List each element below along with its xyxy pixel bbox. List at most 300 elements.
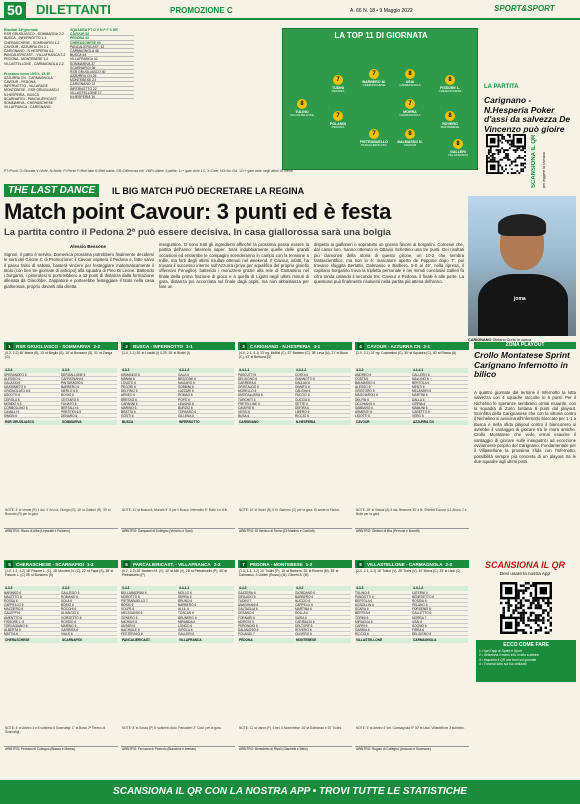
lineup-player: GILLENA 6 bbox=[178, 414, 234, 418]
lineup-player: CARIBALDI 6 bbox=[295, 620, 351, 624]
match-number: 2 bbox=[123, 343, 130, 350]
lineup-player: BERTOLA 6 bbox=[355, 599, 411, 603]
next-match-row: INFERNOTTO - VILLARAGE bbox=[4, 84, 48, 89]
lineup-player: FACCIO 6 bbox=[295, 393, 351, 397]
lineup-player: GALA 6 bbox=[178, 373, 234, 377]
match-notes: NOTE: 8' st Sosso (P) 6' subbleto Aldo. Pancalieri 2° Cost. per la gara. bbox=[122, 726, 222, 730]
lineup-player: CAVERO 6 bbox=[238, 406, 294, 410]
lineup-player: ARMENTI 6 bbox=[355, 410, 411, 414]
match-header bbox=[121, 561, 235, 568]
lineup-player: DERGALLONE 6 bbox=[61, 373, 117, 377]
scan-app-title: SCANSIONA IL QR bbox=[484, 560, 565, 570]
match-summary: (4-0, 2-1, 4-1) 13' ng. Moltisi (C), 37' Barbero (C), 38' Leva (N), 21' st Busa (C), 43' st Bertucci (S) bbox=[239, 351, 348, 359]
lineup-player: GALLETTO 6 bbox=[412, 611, 468, 615]
match-number: 4 bbox=[357, 343, 364, 350]
next-match-row: SCARNAFIGI - PANCALIERICAST. bbox=[4, 96, 58, 101]
article-kicker: IL BIG MATCH PUÒ DECRETARE LA REGINA bbox=[112, 186, 305, 196]
match-referee: ARBITRO: Dampanti di Collegno (Vecchio e Sani) bbox=[121, 528, 235, 535]
match-number: 6 bbox=[123, 561, 130, 568]
lineup-player: CAFRIGNANI 6 bbox=[61, 377, 117, 381]
top11-player bbox=[357, 69, 391, 88]
lineup-player: DIMATO 6 bbox=[295, 385, 351, 389]
lineup-player: CUCCIA 6 bbox=[295, 398, 351, 402]
lineup-player: BERTEA 6 bbox=[355, 611, 411, 615]
lineup-player: BUSA 6 bbox=[238, 414, 294, 418]
lineup-player: DELSIGNO 6 bbox=[238, 377, 294, 381]
match-header bbox=[355, 561, 469, 568]
footer-banner: SCANSIONA IL QR CON LA NOSTRA APP • TROVI TUTTE LE STATISTICHE bbox=[0, 780, 580, 804]
player-vote: 7 bbox=[369, 129, 379, 139]
match-card bbox=[4, 342, 118, 556]
lineup-player: GRIGNOLATO 6,5 bbox=[4, 389, 60, 393]
lineup-player: VIALE 6 bbox=[61, 632, 117, 636]
formation: 4-3-1-2 bbox=[178, 368, 234, 373]
lineup-player: ROMANO 6 bbox=[61, 595, 117, 599]
match-card bbox=[355, 560, 469, 774]
match-card bbox=[238, 560, 352, 774]
lineup-player: DERIFA 6 bbox=[295, 406, 351, 410]
player-team: PEDONA bbox=[331, 125, 345, 130]
lineup-player: MARTINI 6 bbox=[412, 393, 468, 397]
lineup-player: BERTOLA 6 bbox=[412, 381, 468, 385]
lineup-player: GOSTI 6 bbox=[121, 414, 177, 418]
lineup-team: PEDONA bbox=[238, 638, 294, 643]
lineup-team: N.HESPERIA bbox=[295, 420, 351, 425]
standings-row: VILLAFRANCA 42 bbox=[70, 57, 134, 61]
lineup-player: MARINO 6 bbox=[121, 406, 177, 410]
standings-row: SCARNAFIGI 36 bbox=[70, 66, 134, 70]
lineup-player: PELANO 6 bbox=[412, 603, 468, 607]
match-score: 4-1 bbox=[313, 344, 321, 349]
standings-row: CHERASCHESE 60 bbox=[70, 41, 134, 45]
lineup-team: INFERNOTTO bbox=[178, 420, 234, 425]
match-lineups bbox=[121, 586, 235, 726]
lineup-player: CESANO 6 bbox=[238, 611, 294, 615]
standings-block bbox=[4, 28, 276, 168]
top11-player bbox=[357, 129, 391, 148]
lineup-player: FESTERALO 6 bbox=[121, 632, 177, 636]
lineup-player: LIGOTTI 6 bbox=[355, 414, 411, 418]
lineup-team: MONTEBESE bbox=[295, 638, 351, 643]
lineup-home bbox=[121, 368, 177, 425]
lineup-player: MORELLO 6 bbox=[238, 389, 294, 393]
match-notes: NOTE: 11' st Busca 6, Moriale 5° 6 per il Busca. Infernotto 5° Bolle 4 e 8 fil. bbox=[122, 508, 228, 512]
lineup-player: ROSSA 6 bbox=[4, 599, 60, 603]
standings-row: MONTEBESE 23 bbox=[70, 78, 134, 82]
lineup-player: BALMASSO 6 bbox=[355, 381, 411, 385]
player-name: MORRA bbox=[403, 110, 417, 114]
match-notes: NOTE: 4' st Verdie (R) 1 dal. 4' Arcuni, Giorgio (S); 19' st Gattoni (R), 30' st Boccato (R) per la gara bbox=[5, 508, 111, 516]
match-title: PANCALIERICAST. - VILLAFRANCA bbox=[133, 562, 211, 567]
lineup-player: DALLAN 6 bbox=[295, 381, 351, 385]
match-referee: ARBITRO: Rizzo di Alba (Leporatti e Pollorno) bbox=[4, 528, 118, 535]
lineup-player: FISSORE L. 8 bbox=[4, 620, 60, 624]
formation: 4-3-3 bbox=[61, 586, 117, 591]
formation: 4-3-3 bbox=[4, 586, 60, 591]
lineup-player: DALMASSO 6 bbox=[238, 628, 294, 632]
player-team: PEDONA bbox=[331, 89, 345, 94]
brand-logo: SPORT&SPORT bbox=[494, 4, 555, 13]
lineup-player: TURCHITI 6 bbox=[238, 398, 294, 402]
standings-legend: PT=Punti, G=Giocate,V=Vinte, N=Nulle, P=Perse F=Reti fatte S=Reti subite, DR=Differenza reti. VMP=Ultime 3 partite, 1=+ gare vinte 1-0, X=Over, NG=No Gol, 12=+ gare vinte negli ultimi 15 minuti bbox=[4, 169, 293, 173]
player-vote: 8 bbox=[445, 111, 455, 121]
lineup-player: TORLAGIANO 6 bbox=[4, 624, 60, 628]
match-title: CARIGNANO - N.HESPERIA bbox=[250, 344, 311, 349]
article-tag: THE LAST DANCE bbox=[4, 184, 99, 197]
player-name: TUDINI bbox=[332, 86, 344, 90]
lineup-player: CEROLA 6 bbox=[4, 398, 60, 402]
how-to-step: 4 • Troverai tutto sul tuo cellulare bbox=[479, 662, 527, 667]
player-team: MONTEBESE bbox=[440, 125, 460, 130]
lineup-player: GALLERI 6 bbox=[178, 632, 234, 636]
lineup-player: CAPANNI 6 bbox=[121, 402, 177, 406]
lineup-player: CAPRI 6 bbox=[355, 624, 411, 628]
subsection-title: PROMOZIONE C bbox=[170, 6, 233, 15]
lineup-player: GALEPPI 6 bbox=[4, 611, 60, 615]
match-card bbox=[238, 342, 352, 556]
lineup-player: AMENTTO 6 bbox=[4, 616, 60, 620]
lineup-player: LAZZARI 6 bbox=[178, 389, 234, 393]
top11-title: LA TOP 11 DI GIORNATA bbox=[334, 31, 428, 40]
match-referee: ARBITRO: Rugolo di Collegno (Arciuolo e Giannone) bbox=[355, 746, 469, 753]
lineup-player: FORNARI 6 bbox=[238, 616, 294, 620]
lineup-player: BRUNERO 6 bbox=[178, 616, 234, 620]
lineup-player: BURZIO 6 bbox=[178, 406, 234, 410]
lineup-player: OLIVERO 6 bbox=[295, 632, 351, 636]
lineup-player: COSTA 6 bbox=[355, 377, 411, 381]
top11-player bbox=[433, 111, 467, 130]
player-name: BALMASSO N. bbox=[397, 140, 423, 144]
lineup-away bbox=[412, 368, 468, 425]
lineup-team: VILLAFRANCA bbox=[178, 638, 234, 643]
formation: 4-3-3 bbox=[61, 368, 117, 373]
match-header bbox=[121, 343, 235, 350]
lineup-team: SCARNAFIGI bbox=[61, 638, 117, 643]
result-row: VILLASTELLONE - CARMAGNOLA 2-2 bbox=[4, 61, 64, 66]
next-match-row: CAVOUR - PEDONA bbox=[4, 80, 36, 85]
match-score: 1-2 bbox=[305, 562, 313, 567]
lineup-player: SOLA 6 bbox=[61, 599, 117, 603]
la-partita-title: Carignano - N.Hesperia Poker d'assi da salvezza De Vincenzo può gioire bbox=[484, 95, 571, 134]
lineup-home bbox=[238, 586, 294, 643]
lineup-player: FUNATO 6 bbox=[61, 402, 117, 406]
lineup-player: GARRIA 6 bbox=[355, 628, 411, 632]
top11-player bbox=[433, 75, 467, 94]
lineup-away bbox=[61, 586, 117, 643]
match-score: 1-1 bbox=[186, 344, 193, 349]
player-vote: 7 bbox=[369, 69, 379, 79]
lineup-player: GARRIRA 6 bbox=[61, 628, 117, 632]
lineup-player: PANGOTTI 6 bbox=[355, 595, 411, 599]
standings-header: SQUADRA PT G V N P F S DR bbox=[70, 28, 118, 32]
lineup-player: BOSSI 6 bbox=[121, 603, 177, 607]
top11-player bbox=[321, 75, 355, 94]
match-number: 7 bbox=[240, 561, 247, 568]
qr-code-app-icon[interactable] bbox=[500, 582, 552, 634]
match-notes: NOTE: 10' st Vanni (N) 5' fil. Barbero (C) per la gara. Si sente la Farina. bbox=[239, 508, 340, 512]
lineup-player: BESSONE 6 bbox=[178, 377, 234, 381]
lineup-player: POPO 6 bbox=[178, 398, 234, 402]
match-summary: (0-2, 2-2) 28' Barbero M. (V), 10' st Allil (V), 26' st Pietrabuello (P), 45' st Pietrabuello (P) bbox=[122, 569, 227, 577]
top11-player bbox=[393, 69, 427, 88]
lineup-player: VOLPE 6 bbox=[121, 607, 177, 611]
scan-qr-label: SCANSIONA IL QR bbox=[531, 134, 537, 188]
match-header bbox=[4, 561, 118, 568]
player-vote: 7 bbox=[405, 99, 415, 109]
match-summary: (1-0, 1-1, 1-2) 10' Tudini (P), 15' st Barbero, 20' st Rovero (M), 35' st Dalmasso, S.Galleri (Rosso) (M), Olivero A. (M) bbox=[239, 569, 339, 577]
lineup-player: BARBERO 6 bbox=[178, 603, 234, 607]
result-row: PANCALIERICAST. - VILLAFRANCA 2-2 bbox=[4, 53, 66, 58]
lineup-player: SOBBINI 6 bbox=[178, 385, 234, 389]
lineup-player: CAVALLI 6 bbox=[4, 410, 60, 414]
player-team: CAVOUR bbox=[403, 143, 417, 148]
qr-code-icon[interactable] bbox=[486, 134, 526, 174]
lineup-player: TORINI 6 bbox=[355, 616, 411, 620]
player-team: CHERASCHESE bbox=[362, 83, 386, 88]
lineup-player: CAPPELLO 6 bbox=[4, 603, 60, 607]
top11-player bbox=[393, 129, 427, 148]
lineup-player: GIORDANO 6 bbox=[295, 591, 351, 595]
how-to-step: 2 • Seleziona il menù info in alto a destra bbox=[479, 653, 539, 658]
standings-row: AZZURRA CN 26 bbox=[70, 74, 134, 78]
top11-player bbox=[285, 99, 319, 118]
lineup-player: GORSETTO 6 bbox=[61, 616, 117, 620]
formation: 4-3-1-2 bbox=[295, 368, 351, 373]
lineup-player: CAPPELLI 6 bbox=[295, 603, 351, 607]
lineup-player: BARBERO 6 bbox=[61, 385, 117, 389]
lineup-player: ARMANDO 6 bbox=[121, 373, 177, 377]
match-notes: NOTE: 5' st Arbitro 4' bel. Carmagnola 5° 30' st Usai. Villastellone 3 subbleto. bbox=[356, 726, 465, 730]
lineup-player: DELTORE 6 bbox=[295, 624, 351, 628]
lineup-player: LOVATO 6 bbox=[121, 381, 177, 385]
lineup-team: CARIGNANO bbox=[238, 420, 294, 425]
lineup-player: MAGGIAROLI 6 bbox=[355, 393, 411, 397]
lineup-away bbox=[178, 586, 234, 643]
lineup-player: DALLA 6 bbox=[412, 398, 468, 402]
lineup-player: GIANNOTTI 6 bbox=[295, 377, 351, 381]
lineup-player: MIRAGLIA 6 bbox=[355, 620, 411, 624]
zona-playout-title: Crollo Montatese Sprint Carignano Infernotto in bilico bbox=[474, 350, 570, 379]
section-title: DILETTANTI bbox=[36, 2, 111, 17]
lineup-player: MELSGANDI 6 bbox=[121, 611, 177, 615]
article-headline: Match point Cavour: 3 punti ed è festa bbox=[4, 199, 392, 224]
lineup-away bbox=[412, 586, 468, 643]
lineup-player: ALESSIO 6 bbox=[4, 377, 60, 381]
player-team: CARMAGNOLA bbox=[399, 113, 421, 118]
lineup-away bbox=[295, 368, 351, 425]
lineup-player: GENERO 6 bbox=[121, 616, 177, 620]
lineup-player: BERTALLI 6 bbox=[61, 406, 117, 410]
article-column-1: Signori, il patto è servito. Domenica prossima potrebbero finalmente decidersi le sorti del Girone C di Promozione: il Cavour ospiterà il Pedona e, fatto salvo il passo falso di sabato, basterà vincere per festeggiare matematicamente il titolo (con ben tre giornate di anticipo) alla squadra di Pino Di Leone. Battendo i borgarini, i pinerolesi si porterebbero a 12 punti di distanza dalla formazione allenata da Giacobbe. Zappatore e porterebbe festeggiare il titolo nella casa giallorossa, proprio davanti alla diretta bbox=[4, 252, 154, 289]
lineup-team: BUSCA bbox=[121, 420, 177, 425]
lineup-player: MAMUNI 6 bbox=[412, 406, 468, 410]
formation: 4-3-3 bbox=[355, 368, 411, 373]
player-team: CHERASCHESE bbox=[438, 89, 462, 94]
lineup-player: CESTARO 6 bbox=[61, 398, 117, 402]
lineup-player: DENARO 6 bbox=[61, 414, 117, 418]
lineup-player: ARNEO 6 bbox=[121, 393, 177, 397]
lineup-player: ALIANGIO 6 bbox=[61, 611, 117, 615]
results-title: Risultati 33ª giornata bbox=[4, 28, 38, 32]
lineup-player: LONGO 6 bbox=[178, 624, 234, 628]
lineup-player: MORGIO 6 bbox=[238, 620, 294, 624]
player-photo bbox=[468, 196, 576, 336]
lineup-player: MAZZIERO 6 bbox=[4, 607, 60, 611]
formation: 4-4-1-1 bbox=[178, 586, 234, 591]
standings-row: CAVOUR 82 bbox=[70, 32, 134, 36]
zona-playout-tag: ZONA PLAYOUT bbox=[474, 342, 576, 349]
lineup-player: MASSIMETO 6 bbox=[4, 385, 60, 389]
lineup-player: GALLESIO 6 bbox=[61, 591, 117, 595]
standings-row: INFERNOTTO 22 bbox=[70, 87, 134, 91]
match-score: 1-2 bbox=[86, 562, 94, 567]
lineup-player: MOLLO 6 bbox=[178, 591, 234, 595]
lineup-player: NUCCIO 6 bbox=[295, 599, 351, 603]
player-name: USAI bbox=[405, 80, 415, 84]
top11-field bbox=[282, 28, 478, 170]
player-vote: 8 bbox=[405, 129, 415, 139]
article-column-2: inseguitrice. O sono tutti gli ingredienti affinché la prossima possa essere la partita dell'anno: fatemelo saper. Sarà indubbiamente quelle delle grandi occasioni ed entrambe le compagini scenderanno in campo con la tensione a mille, ma forti degli ottimi risultati ottenuti nel weekend. Il Cavour, infatti, ha trovato il successo interno sull'Azzurra (priva per squalifica del proprio gioiello offensivo Fenoglio). battendo i moruzzesi grazie alla rete di Costantino nel finale della prima frazione di gioco e a quella di Ligotti negli ultimi minuti di gara, distanza poi accorciata sul finale dagli ospiti, ma non abbastanza per fare un bbox=[159, 242, 309, 290]
formation: 4-4-2 bbox=[238, 586, 294, 591]
lineup-player: ALBERTA 6 bbox=[4, 628, 60, 632]
lineup-player: CALGINI 6 bbox=[295, 389, 351, 393]
match-referee: ARBITRO: Benedetto di Rivoli (Giachetti e Bello) bbox=[238, 746, 352, 753]
lineup-player: ALESSO 6 bbox=[355, 385, 411, 389]
lineup-team: CHERASCHESE bbox=[4, 638, 60, 643]
match-header bbox=[238, 343, 352, 350]
lineup-team: SOMMARIVA bbox=[61, 420, 117, 425]
match-title: RSR GRUGLIASCO - SOMMARIVA bbox=[16, 344, 91, 349]
lineup-player: TULINO 8 bbox=[355, 591, 411, 595]
lineup-player: ALLIL 6 bbox=[178, 607, 234, 611]
lineup-player: COSTA 6 bbox=[295, 373, 351, 377]
lineup-player: RICCIO 6 bbox=[295, 414, 351, 418]
player-name: PIETRABUELLO bbox=[360, 140, 388, 144]
lineup-home bbox=[4, 586, 60, 643]
how-to-box bbox=[476, 640, 576, 682]
jersey-logo-icon: joma bbox=[514, 296, 526, 302]
lineup-player: MARINO 6 bbox=[61, 624, 117, 628]
lineup-player: MARTINA 6 bbox=[295, 607, 351, 611]
lineup-player: CARRERA 6 bbox=[238, 381, 294, 385]
match-number: 8 bbox=[357, 561, 364, 568]
lineup-player: PERONDIO 6 bbox=[238, 624, 294, 628]
match-card bbox=[121, 342, 235, 556]
lineup-home bbox=[355, 586, 411, 643]
result-row: CAVOUR - AZZURRA CN 2-1 bbox=[4, 44, 49, 49]
lineup-player: MIRANDA 6 bbox=[178, 620, 234, 624]
match-referee: ARBITRO: Ghielmi di Bra (Perrone e Moretti) bbox=[355, 528, 469, 535]
match-card bbox=[121, 560, 235, 774]
lineup-player: MERLO 6,5 bbox=[61, 389, 117, 393]
lineup-player: POLANDI 7 bbox=[238, 632, 294, 636]
lineup-player: MICHIUS 6 bbox=[121, 620, 177, 624]
lineup-player: CALLERO 6 bbox=[412, 373, 468, 377]
player-vote: 7 bbox=[333, 111, 343, 121]
lineup-player: DELFIN 6 bbox=[355, 398, 411, 402]
match-notes: NOTE: 25' st Vassal (A) 5 dal. Bessone 35' a fil. Ghielmi Cavour 4-1-Bruno 2 e Bolle per la gara. bbox=[356, 508, 467, 516]
lineup-player: SETTE 6 bbox=[295, 402, 351, 406]
match-summary: (2-0, 2-1) 14' ng. Costantino (C), 30' st Squadra (C), 40' st Rossa (A) bbox=[356, 351, 457, 355]
match-lineups bbox=[238, 368, 352, 508]
match-card bbox=[4, 560, 118, 774]
lineup-player: VAIRA 6 bbox=[295, 616, 351, 620]
lineup-player: FORSENEI 6 bbox=[412, 607, 468, 611]
standings-row: SOMMARIVA 37 bbox=[70, 62, 134, 66]
lineup-team: CAVOUR bbox=[355, 420, 411, 425]
match-title: PEDONA - MONTEBESE bbox=[250, 562, 303, 567]
lineup-player: ROSSIO 6 bbox=[61, 620, 117, 624]
top11-player bbox=[321, 111, 355, 130]
result-row: BUSCA - INFERNOTTO 1-1 bbox=[4, 36, 47, 41]
lineup-player: ASCOTO 6 bbox=[4, 393, 60, 397]
next-match-row: AZZURRA CN - CARMAGNOLA bbox=[4, 75, 53, 80]
standings-row: RSR GRUGLIASCO 30 bbox=[70, 70, 134, 74]
lineup-player: SOGNO 6 bbox=[412, 624, 468, 628]
lineup-player: FRETELLINE 6 bbox=[238, 402, 294, 406]
top11-player bbox=[441, 139, 475, 158]
match-score: 2-1 bbox=[423, 344, 431, 349]
dateline: A. 66 N. 18 • 9 Maggio 2022 bbox=[350, 8, 413, 14]
match-title: VILLASTELLONE - CARMAGNOLA bbox=[367, 562, 443, 567]
standings-table bbox=[70, 28, 134, 99]
match-lineups bbox=[121, 368, 235, 508]
standings-row: CARIGNANO 22 bbox=[70, 82, 134, 86]
result-row: CARIGNANO - N.HESPERIA 4-1 bbox=[4, 48, 54, 53]
lineup-player: BELLABADRINI 6 bbox=[121, 591, 177, 595]
lineup-player: MENTI 6 bbox=[412, 385, 468, 389]
match-referee: ARBITRO: Pertusio di Collegno (Blasco e Marino) bbox=[4, 746, 118, 753]
match-score: 2-2 bbox=[93, 344, 101, 349]
lineup-player: MELANDRI 6 bbox=[412, 389, 468, 393]
lineup-player: LEAGNO 6 bbox=[178, 402, 234, 406]
lineup-player: OCCHIANO 6 bbox=[355, 402, 411, 406]
lineup-player: ROMAO 6 bbox=[178, 393, 234, 397]
lineup-player: USAI 8 bbox=[412, 620, 468, 624]
standings-row: BUSCA 44 bbox=[70, 53, 134, 57]
lineup-team: VILLASTELLONE bbox=[355, 638, 411, 643]
match-number: 1 bbox=[6, 343, 13, 350]
match-title: CHERASCHESE - SCARNAFIGI bbox=[16, 562, 84, 567]
formation: 4-4-2 bbox=[295, 586, 351, 591]
lineup-player: GIROLA 6 bbox=[178, 628, 234, 632]
top11-player bbox=[393, 99, 427, 118]
match-referee: ARBITRO: Di Verdico di Torino (Di Martino e Conforti) bbox=[238, 528, 352, 535]
player-name: GALLERI bbox=[450, 150, 466, 154]
player-team: VILLASTELLONE bbox=[290, 113, 314, 118]
match-lineups bbox=[4, 586, 118, 726]
page-number: 50 bbox=[4, 2, 26, 18]
lineup-player: ROCCHI 6 bbox=[61, 607, 117, 611]
formation: 4-3-3 bbox=[121, 368, 177, 373]
match-lineups bbox=[355, 586, 469, 726]
lineup-player: PINTARAGIO 6 bbox=[61, 381, 117, 385]
lineup-player: LATERNI 6 bbox=[412, 591, 468, 595]
standings-row: PEDONA 62 bbox=[70, 36, 134, 40]
result-row: PEDONA - MONTEBESE 1-2 bbox=[4, 57, 49, 62]
player-vote: 8 bbox=[445, 75, 455, 85]
match-notes: NOTE: 11' st Vanni (P), 6 bel. 6 Montebese: 16' st Dalmasso e 20' Tudini. bbox=[239, 726, 343, 730]
match-header bbox=[4, 343, 118, 350]
lineup-player: ANTARI 6 bbox=[121, 624, 177, 628]
match-summary: (1-0, 1-1) 30' st Luaotti (I) 0-29, 35' st Biolini (I) bbox=[122, 351, 190, 355]
lineup-player: LIBERO 6 bbox=[295, 410, 351, 414]
results-list bbox=[4, 28, 66, 109]
how-to-step: 1 • Apri l'app di Sprint e Sport bbox=[479, 649, 522, 653]
lineup-player: BRATTA 6 bbox=[121, 410, 177, 414]
lineup-player: TUDINI 7 bbox=[238, 599, 294, 603]
player-team: VILLAFRANCA bbox=[447, 153, 469, 158]
